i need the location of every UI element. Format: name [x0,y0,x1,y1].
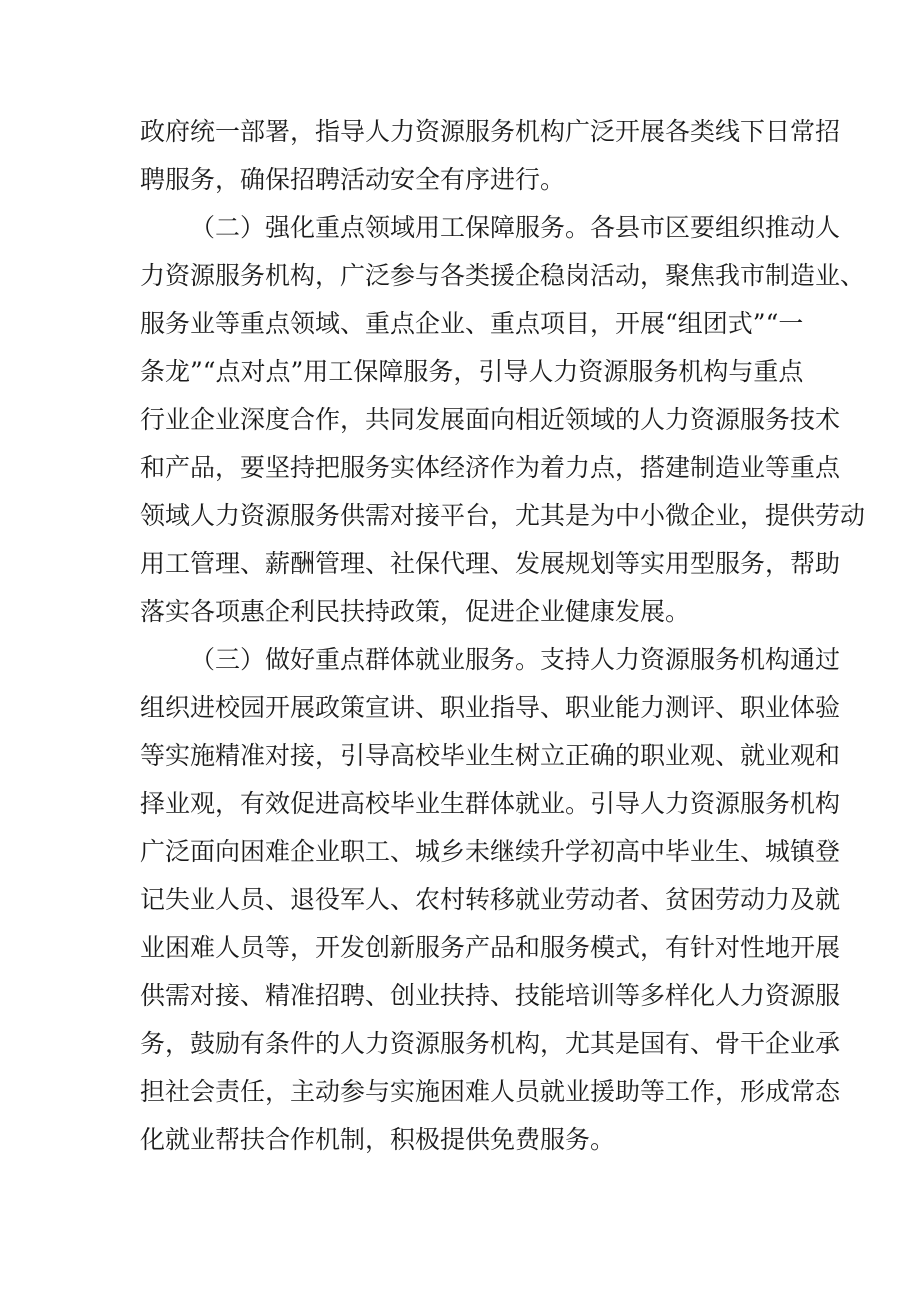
text-line: 记失业人员、退役军人、农村转移就业劳动者、贫困劳动力及就 [140,885,841,914]
text-line: 力资源服务机构，广泛参与各类援企稳岗活动，聚焦我市制造业、 [140,261,866,290]
text-line: 用工管理、薪酬管理、社保代理、发展规划等实用型服务，帮助 [140,549,841,578]
text-line: 领域人力资源服务供需对接平台，尤其是为中小微企业，提供劳动 [140,501,866,530]
text-line: 化就业帮扶合作机制，积极提供免费服务。 [140,1125,616,1154]
text-line: 政府统一部署，指导人力资源服务机构广泛开展各类线下日常招 [140,117,841,146]
text-line: 供需对接、精准招聘、创业扶持、技能培训等多样化人力资源服 [140,981,841,1010]
text-line: 广泛面向困难企业职工、城乡未继续升学初高中毕业生、城镇登 [140,837,841,866]
text-line: 和产品，要坚持把服务实体经济作为着力点，搭建制造业等重点 [140,453,841,482]
text-line: 行业企业深度合作，共同发展面向相近领域的人力资源服务技术 [140,405,841,434]
section-heading-line: （三）做好重点群体就业服务。支持人力资源服务机构通过 [190,645,841,674]
text-line: 务，鼓励有条件的人力资源服务机构，尤其是国有、骨干企业承 [140,1029,841,1058]
text-line: 等实施精准对接，引导高校毕业生树立正确的职业观、就业观和 [140,741,841,770]
text-line: 服务业等重点领域、重点企业、重点项目，开展“组团式”“一 [140,309,804,338]
text-line: 择业观，有效促进高校毕业生群体就业。引导人力资源服务机构 [140,789,841,818]
text-line: 担社会责任，主动参与实施困难人员就业援助等工作，形成常态 [140,1077,841,1106]
text-line: 业困难人员等，开发创新服务产品和服务模式，有针对性地开展 [140,933,841,962]
text-line: 组织进校园开展政策宣讲、职业指导、职业能力测评、职业体验 [140,693,841,722]
text-line: 聘服务，确保招聘活动安全有序进行。 [140,165,566,194]
text-line: 条龙”“点对点”用工保障服务，引导人力资源服务机构与重点 [140,357,804,386]
text-line: 落实各项惠企利民扶持政策，促进企业健康发展。 [140,597,691,626]
section-heading-line: （二）强化重点领域用工保障服务。各县市区要组织推动人 [190,213,841,242]
